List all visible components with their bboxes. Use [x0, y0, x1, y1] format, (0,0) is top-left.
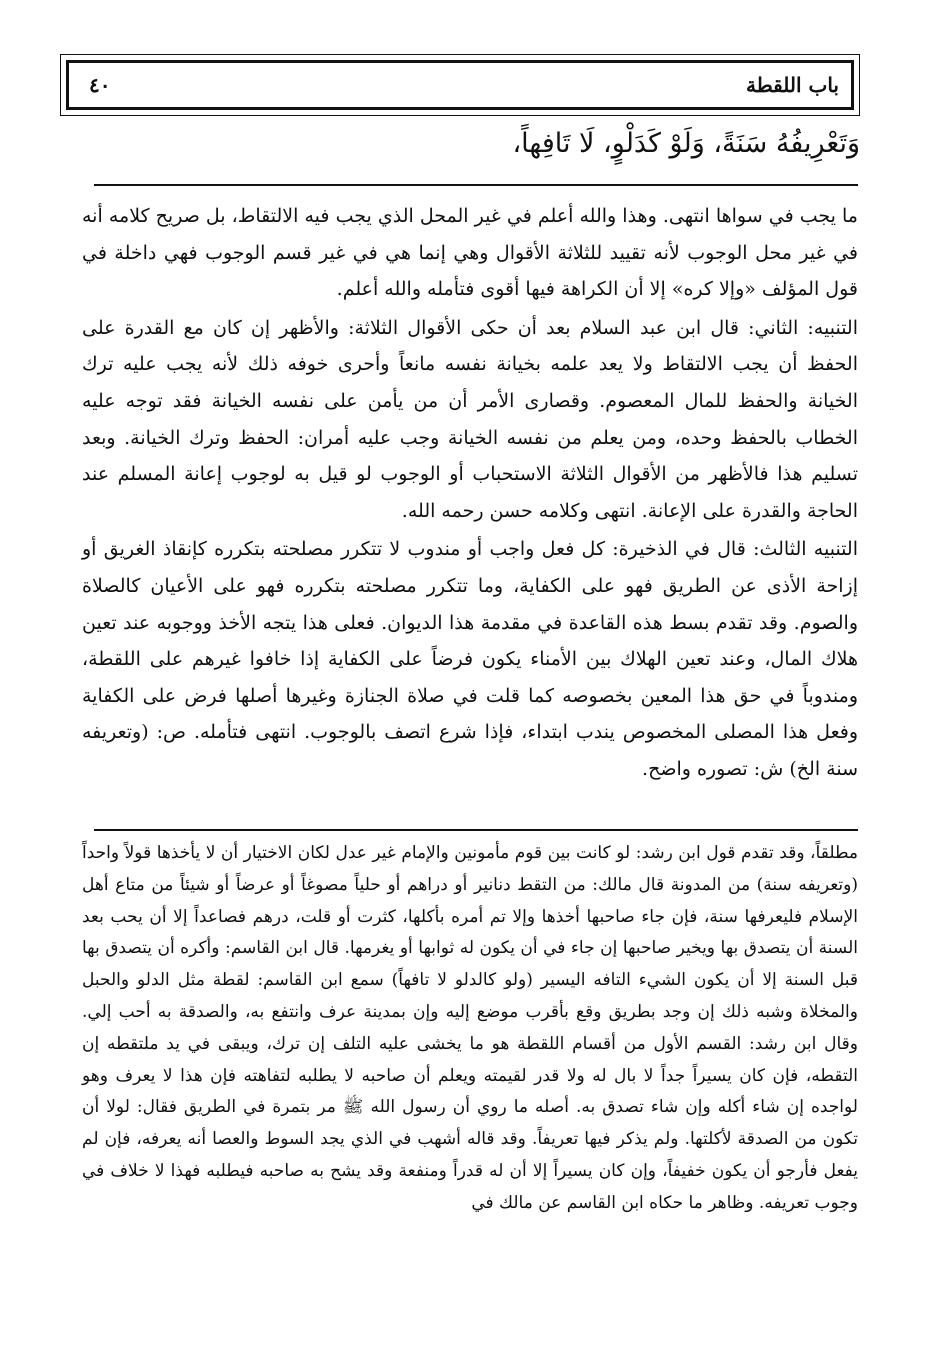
page-number: ٤٠	[89, 73, 111, 97]
sharh-paragraph-3: التنبيه الثالث: قال في الذخيرة: كل فعل واجب أو مندوب لا تتكرر مصلحته بتكرره كإنقاذ الغريق أو إزاحة الأذى عن الطريق فهو على الكفاية، وما تتكرر مصلحته بتكرره فهو على الأعيان كالصلاة والصوم. وقد تقدم بسط هذه القاعدة في مقدمة هذا الديوان. فعلى هذا يتجه الأخذ ووجوبه عند تعين هلاك المال، وعند تعين الهلاك بين الأمناء يكون فرضاً على الكفاية إذا خافوا غيرهم على اللقطة، ومندوباً في حق هذا المعين بخصوصه كما قلت في صلاة الجنازة وغيرها أصلها فرض على الكفاية وفعل هذا المصلى المخصوص يندب ابتداء، فإذا شرع اتصف بالوجوب. انتهى فتأمله. ص: (وتعريفه سنة الخ) ش: تصوره واضح.	[82, 538, 858, 780]
sharh-paragraph-1: ما يجب في سواها انتهى. وهذا والله أعلم في غير المحل الذي يجب فيه الالتقاط، بل صريح كلامه أنه في غير محل الوجوب لأنه تقييد للثلاثة الأقوال وهي إنما هي في غير قسم الوجوب فهي داخلة في قول المؤلف «وإلا كره» إلا أن الكراهة فيها أقوى فتأمله والله أعلم.	[82, 205, 858, 301]
divider-line	[94, 184, 858, 186]
page-header	[66, 60, 854, 110]
divider-line	[94, 829, 858, 831]
chapter-title: باب اللقطة	[746, 73, 839, 97]
commentary-text: مطلقاً، وقد تقدم قول ابن رشد: لو كانت بين قوم مأمونين والإمام غير عدل لكان الاختيار أن لا يأخذها قولاً واحداً (وتعريفه سنة) من المدونة قال مالك: من التقط دنانير أو دراهم أو حلياً مصوغاً أو عرضاً أو شيئاً من متاع أهل الإسلام فليعرفها سنة، فإن جاء صاحبها أخذها وإلا تم أمره بأكلها، كثرت أو قلت، درهم فصاعداً إلا أن يحب بعد السنة أن يتصدق بها ويخير صاحبها إن جاء في أن يكون له ثوابها أو يغرمها. قال ابن القاسم: وأكره أن يتصدق بها قبل السنة إلا أن يكون الشيء التافه اليسير (ولو كالدلو لا تافهاً) سمع ابن القاسم: لقطة مثل الدلو والحبل والمخلاة وشبه ذلك إن وجد بطريق وقع بأقرب موضع إليه وإن بمدينة عرف وانتفع به، والصدقة به أحب إلي. وقال ابن رشد: القسم الأول من أقسام اللقطة هو ما يخشى عليه التلف إن ترك، ويبقى في يد ملتقطه إن التقطه، فإن كان يسيراً جداً لا بال له ولا قدر لقيمته ويعلم أن صاحبه لا يطلبه لتفاهته فإن هذا لا يعرف وهو لواجده إن شاء أكله وإن شاء تصدق به. أصله ما روي أن رسول الله ﷺ مر بتمرة في الطريق فقال: لولا أن تكون من الصدقة لأكلتها. ولم يذكر فيها تعريفاً. وقد قاله أشهب في الذي يجد السوط والعصا أنه يعرفه، فإن لم يفعل فأرجو أن يكون خفيفاً، وإن كان يسيراً إلا أن له قدراً ومنفعة وقد يشح به صاحبه فيطلبه فهذا لا خلاف في وجوب تعريفه. وظاهر ما حكاه ابن القاسم عن مالك في	[82, 843, 858, 1213]
sharh-section	[82, 198, 858, 788]
matn-text: وَتَعْرِيفُهُ سَنَةً، وَلَوْ كَدَلْوٍ، لَا تَافِهاً،	[512, 128, 860, 159]
sharh-paragraph-2: التنبيه: الثاني: قال ابن عبد السلام بعد أن حكى الأقوال الثلاثة: والأظهر إن كان مع القدرة على الحفظ أن يجب الالتقاط ولا يعد علمه بخيانة نفسه مانعاً وأحرى خوفه ذلك لأنه يجب عليه ترك الخيانة والحفظ للمال المعصوم. وقصارى الأمر أن من يأمن على نفسه الخيانة فقد توجه عليه الخطاب بالحفظ وحده، ومن يعلم من نفسه الخيانة وجب عليه أمران: الحفظ وترك الخيانة. وبعد تسليم هذا فالأظهر من الأقوال الثلاثة الاستحباب أو الوجوب لو قيل به لوجوب إعانة المسلم عند الحاجة والقدرة على الإعانة. انتهى وكلامه حسن رحمه الله.	[82, 316, 858, 522]
